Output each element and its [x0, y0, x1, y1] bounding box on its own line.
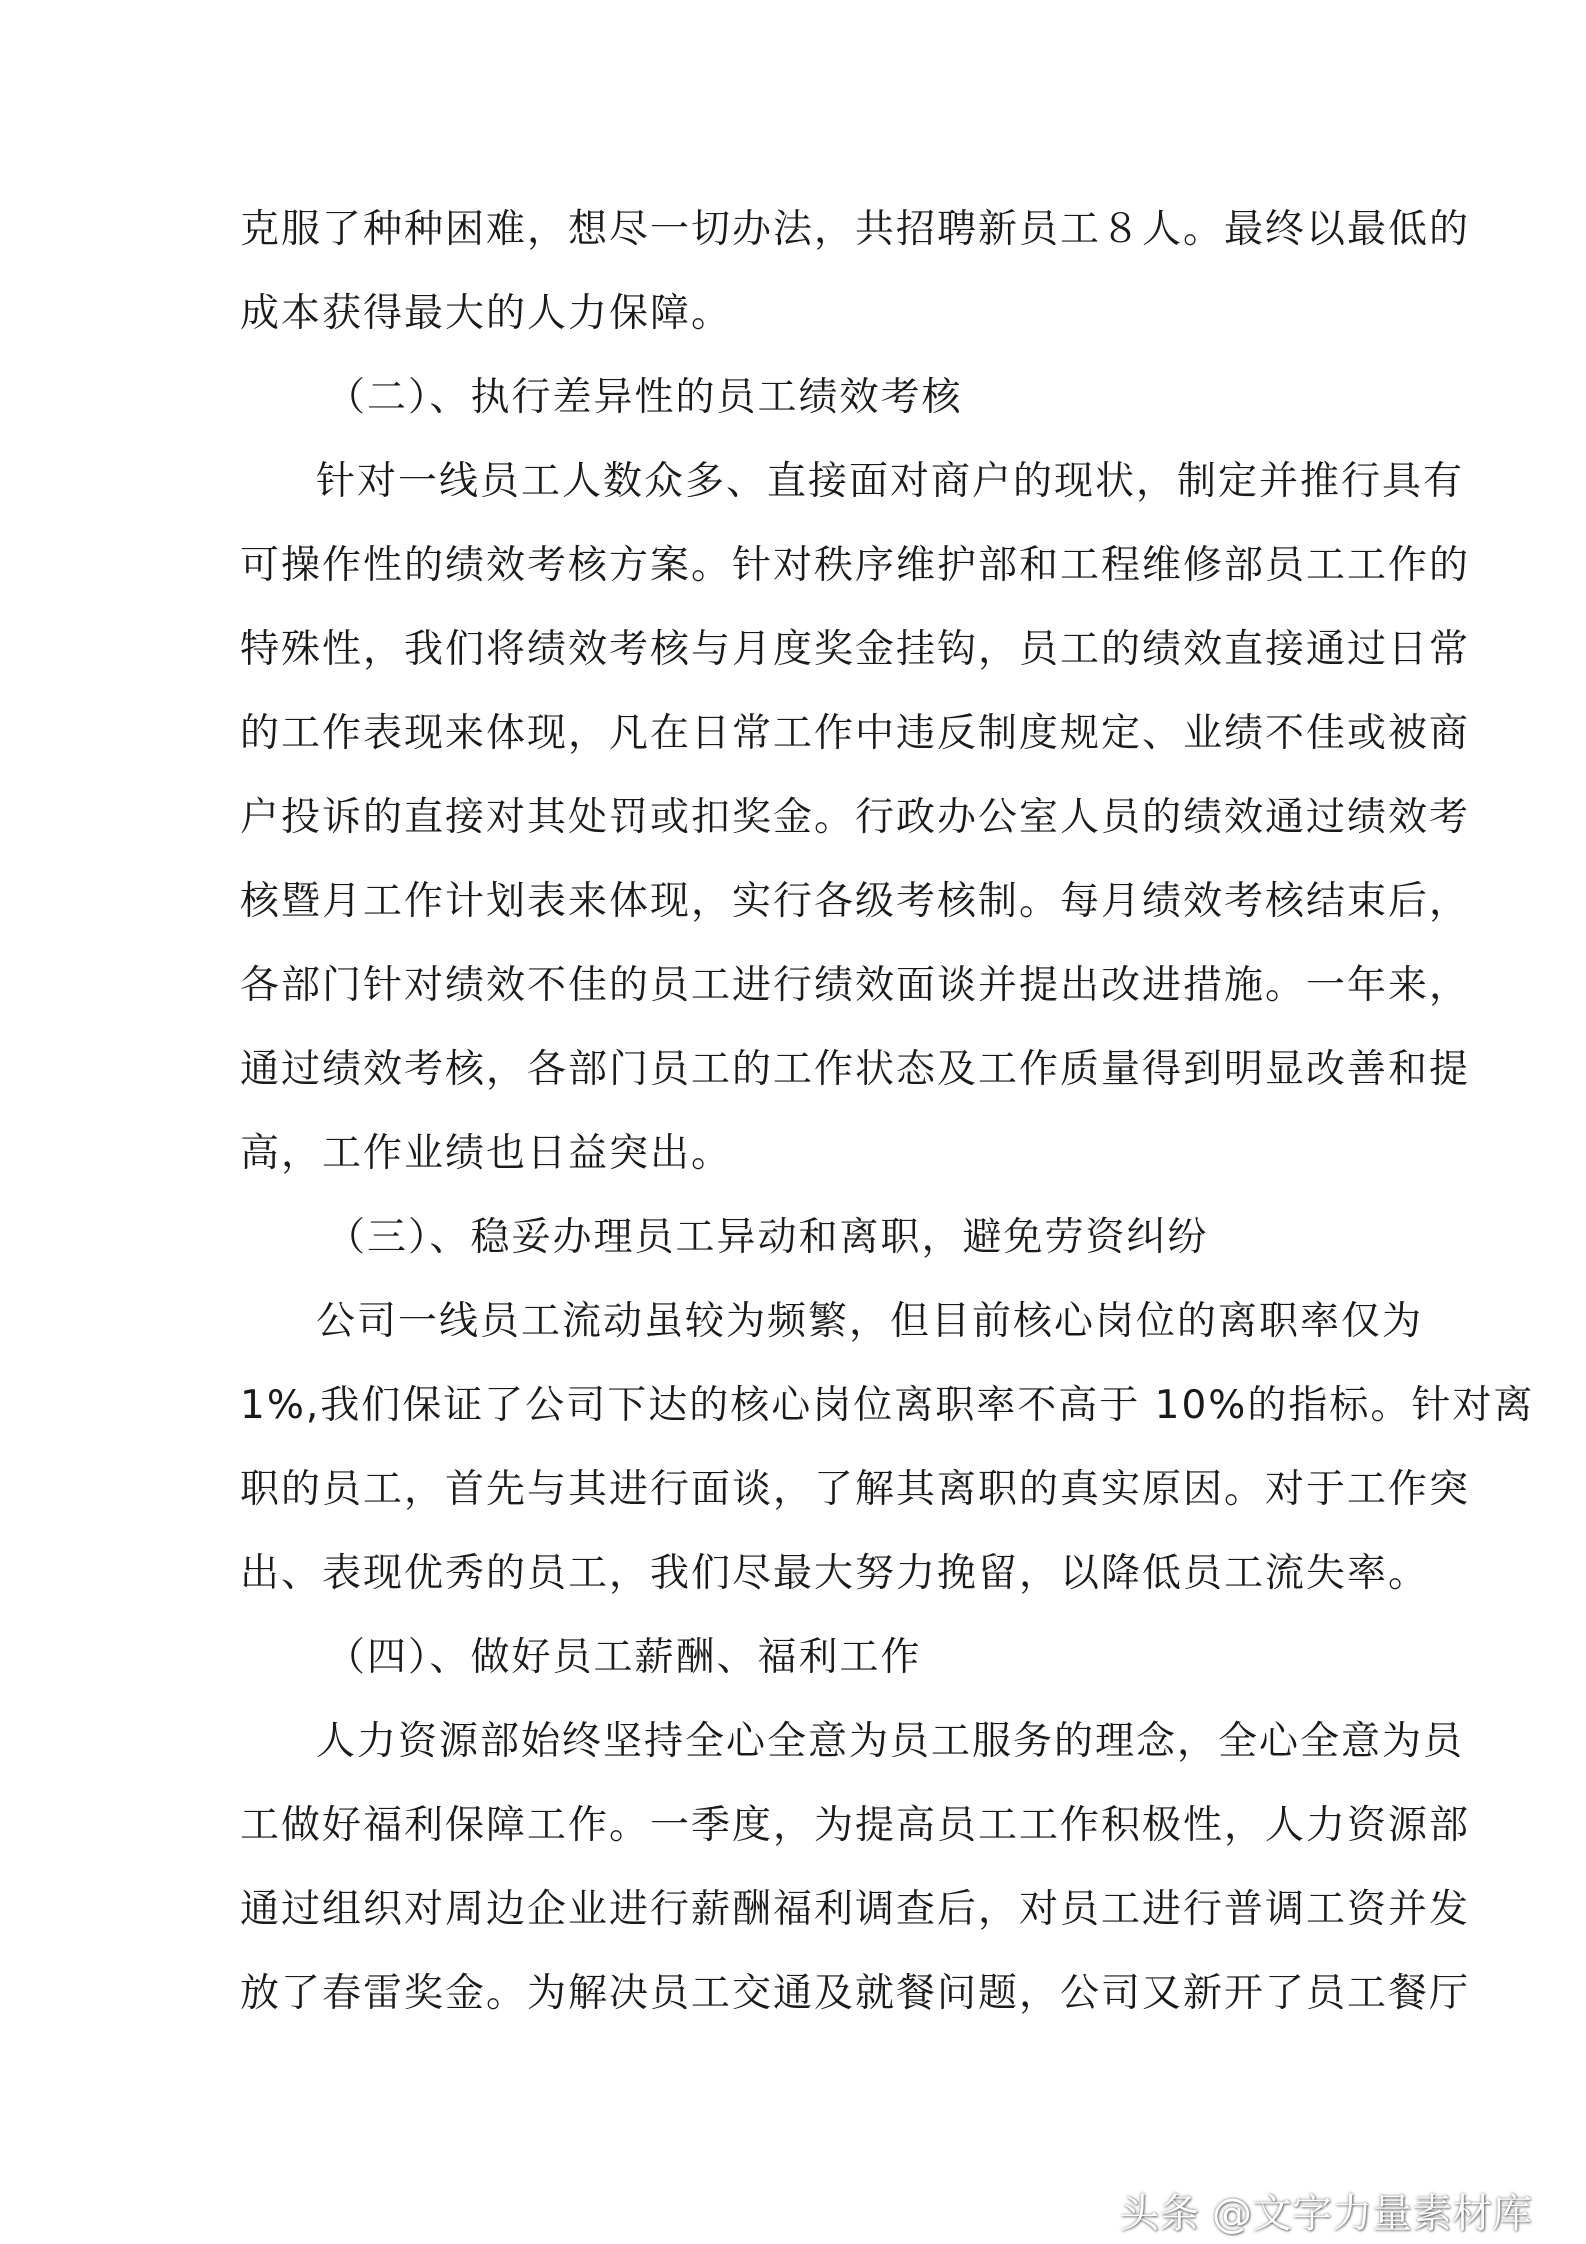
paragraph-line: 高，工作业绩也日益突出。	[240, 1131, 733, 1176]
paragraph-line: 特殊性，我们将绩效考核与月度奖金挂钩，员工的绩效直接通过日常	[240, 627, 1471, 672]
section-heading: （二）、执行差异性的员工绩效考核	[326, 375, 963, 420]
watermark: 头条 @文字力量素材库	[1119, 2191, 1532, 2237]
paragraph-line: 1%,我们保证了公司下达的核心岗位离职率不高于 10%的指标。针对离	[240, 1383, 1535, 1428]
paragraph-line: 职的员工，首先与其进行面谈，了解其离职的真实原因。对于工作突	[240, 1467, 1471, 1512]
paragraph-line: 公司一线员工流动虽较为频繁，但目前核心岗位的离职率仅为	[316, 1299, 1424, 1344]
paragraph-line: 各部门针对绩效不佳的员工进行绩效面谈并提出改进措施。一年来，	[240, 963, 1471, 1008]
paragraph-line: 工做好福利保障工作。一季度，为提高员工工作积极性，人力资源部	[240, 1803, 1471, 1848]
paragraph-line: 克服了种种困难，想尽一切办法，共招聘新员工８人。最终以最低的	[240, 207, 1471, 252]
section-heading: （四）、做好员工薪酬、福利工作	[326, 1635, 922, 1680]
paragraph-line: 核暨月工作计划表来体现，实行各级考核制。每月绩效考核结束后，	[240, 879, 1471, 924]
paragraph-line: 可操作性的绩效考核方案。针对秩序维护部和工程维修部员工工作的	[240, 543, 1471, 588]
paragraph-line: 人力资源部始终坚持全心全意为员工服务的理念，全心全意为员	[316, 1719, 1465, 1764]
paragraph-line: 针对一线员工人数众多、直接面对商户的现状，制定并推行具有	[316, 459, 1465, 504]
paragraph-line: 成本获得最大的人力保障。	[240, 291, 733, 336]
section-heading: （三）、稳妥办理员工异动和离职，避免劳资纠纷	[326, 1215, 1209, 1260]
paragraph-line: 通过绩效考核，各部门员工的工作状态及工作质量得到明显改善和提	[240, 1047, 1471, 1092]
paragraph-line: 出、表现优秀的员工，我们尽最大努力挽留，以降低员工流失率。	[240, 1551, 1430, 1596]
paragraph-line: 放了春雷奖金。为解决员工交通及就餐问题，公司又新开了员工餐厅	[240, 1971, 1471, 2016]
paragraph-line: 的工作表现来体现，凡在日常工作中违反制度规定、业绩不佳或被商	[240, 711, 1471, 756]
paragraph-line: 户投诉的直接对其处罚或扣奖金。行政办公室人员的绩效通过绩效考	[240, 795, 1471, 840]
paragraph-line: 通过组织对周边企业进行薪酬福利调查后，对员工进行普调工资并发	[240, 1887, 1471, 1932]
